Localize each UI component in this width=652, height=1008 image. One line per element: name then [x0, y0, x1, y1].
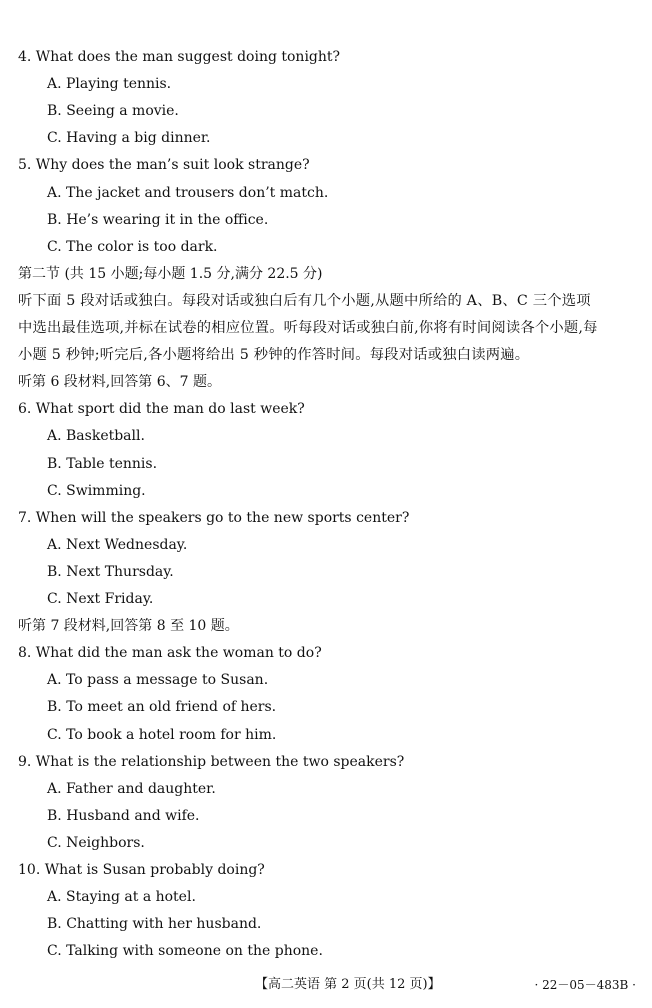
answer-option: A. Next Wednesday. — [47, 536, 188, 553]
question-text: 6. What sport did the man do last week? — [18, 401, 305, 418]
question-text: 5. Why does the man’s suit look strange? — [18, 157, 310, 174]
answer-option: C. Next Friday. — [47, 591, 154, 607]
answer-option: B. Chatting with her husband. — [47, 916, 262, 933]
instruction-text: 中选出最佳选项,并标在试卷的相应位置。听每段对话或独白前,你将有时间阅读各个小题,每 — [18, 320, 598, 336]
question-text: 9. What is the relationship between the two speakers? — [18, 753, 405, 770]
answer-option: B. Husband and wife. — [47, 807, 200, 824]
answer-option: A. Playing tennis. — [47, 76, 172, 93]
answer-option: A. Basketball. — [47, 428, 145, 445]
page-footer-label: 【高二英语 第 2 页(共 12 页)】 — [255, 977, 441, 992]
question-text: 听第 6 段材料,回答第 6、7 题。 — [18, 374, 221, 391]
instruction-text: 听下面 5 段对话或独白。每段对话或独白后有几个小题,从题中所给的 A、B、C 三个选项 — [18, 292, 591, 309]
answer-option: B. Table tennis. — [47, 455, 158, 472]
answer-option: A. Father and daughter. — [47, 780, 216, 797]
question-text: 4. What does the man suggest doing tonight? — [18, 49, 341, 65]
answer-option: B. Next Thursday. — [47, 563, 174, 580]
question-text: 7. When will the speakers go to the new sports center? — [18, 509, 410, 526]
answer-option: B. To meet an old friend of hers. — [47, 699, 277, 716]
instruction-text: 小题 5 秒钟;听完后,各小题将给出 5 秒钟的作答时间。每段对话或独白读两遍。 — [18, 347, 530, 364]
question-text: 8. What did the man ask the woman to do? — [18, 645, 322, 662]
answer-option: A. The jacket and trousers don’t match. — [47, 184, 329, 201]
answer-option: C. Having a big dinner. — [47, 130, 211, 147]
answer-option: C. Neighbors. — [47, 834, 145, 851]
document-code: · 22－05－483B · — [534, 978, 636, 992]
answer-option: B. He’s wearing it in the office. — [47, 211, 269, 228]
answer-option: C. Swimming. — [47, 482, 146, 499]
question-text: 第二节 (共 15 小题;每小题 1.5 分,满分 22.5 分) — [18, 265, 323, 282]
answer-option: C. Talking with someone on the phone. — [47, 943, 323, 960]
question-text: 听第 7 段材料,回答第 8 至 10 题。 — [18, 618, 239, 635]
question-text: 10. What is Susan probably doing? — [18, 862, 265, 878]
answer-option: C. To book a hotel room for him. — [47, 726, 277, 743]
answer-option: B. Seeing a movie. — [47, 103, 179, 120]
answer-option: A. To pass a message to Susan. — [47, 672, 269, 689]
answer-option: A. Staying at a hotel. — [47, 889, 196, 906]
answer-option: C. The color is too dark. — [47, 238, 218, 255]
